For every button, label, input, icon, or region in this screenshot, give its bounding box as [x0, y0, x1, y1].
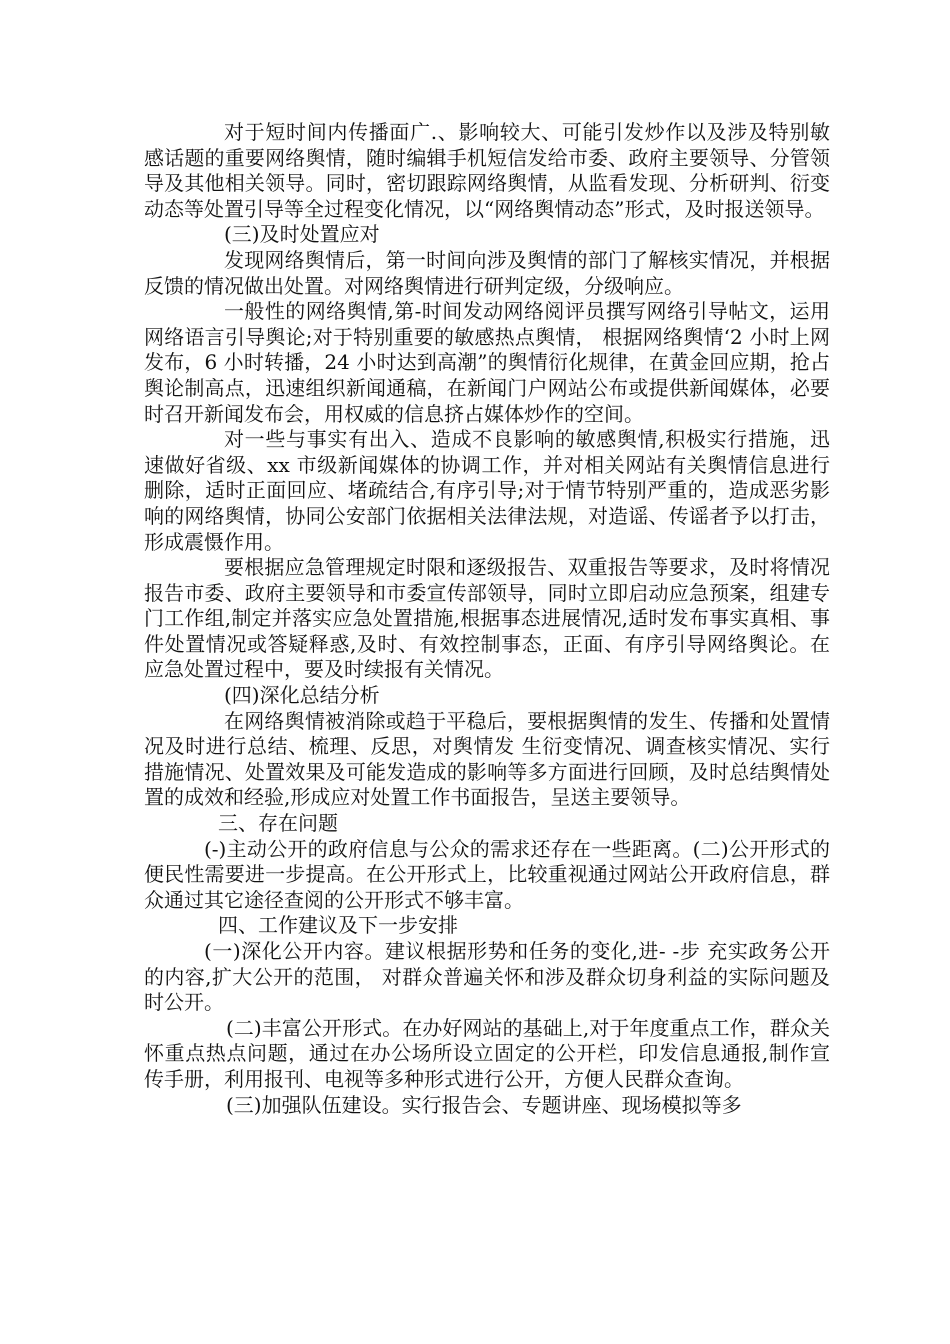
- chapter-heading-problems: 三、存在问题: [218, 811, 338, 836]
- paragraph-general-guidance: 一般性的网络舆情,第-时间发动网络阅评员撰写网络引导帖文，运用网络语言引导舆论;对于特别重要的敏感热点舆情， 根据网络舆情‘2 小时上网发布，6 小时转播，24 小时达到高潮”的舆情衍化规律，在黄金回应期，抢占舆论制高点，迅速组织新闻通稿，在新闻门户网站公布或提供新闻媒体，必要时召开新闻发布会，用权威的信息挤占媒体炒作的空间。: [144, 299, 830, 426]
- paragraph-sensitive-handling: 对一些与事实有出入、造成不良影响的敏感舆情,积极实行措施，迅速做好省级、xx 市级新闻媒体的协调工作，并对相关网站有关舆情信息进行删除，适时正面回应、堵疏结合,有序引导;对于情节特别严重的，造成恶劣影响的网络舆情，协同公安部门依据相关法律法规，对造谣、传谣者予以打击，形成震慑作用。: [144, 427, 830, 554]
- paragraph-deepen-content: (一)深化公开内容。建议根据形势和任务的变化,进- -步 充实政务公开的内容,扩大公开的范围， 对群众普遍关怀和涉及群众切身利益的实际问题及时公开。: [144, 939, 830, 1015]
- chapter-heading-suggestions: 四、工作建议及下一步安排: [218, 913, 458, 938]
- paragraph-team-building: (三)加强队伍建设。实行报告会、专题讲座、现场模拟等多: [226, 1092, 742, 1117]
- paragraph-summary-analysis: 在网络舆情被消除或趋于平稳后，要根据舆情的发生、传播和处置情况及时进行总结、梳理、反思，对舆情发 生衍变情况、调查核实情况、实行措施情况、处置效果及可能发造成的影响等多方面进行回顾，及时总结舆情处置的成效和经验,形成应对处置工作书面报告，呈送主要领导。: [144, 708, 830, 810]
- section-heading-4: (四)深化总结分析: [224, 683, 380, 708]
- paragraph-problems: (-)主动公开的政府信息与公众的需求还存在一些距离。(二)公开形式的便民性需要进一步提高。在公开形式上，比较重视通过网站公开政府信息，群众通过其它途径查阅的公开形式不够丰富。: [144, 836, 830, 912]
- paragraph-enrich-forms: (二)丰富公开形式。在办好网站的基础上,对于年度重点工作，群众关怀重点热点问题，通过在办公场所设立固定的公开栏，印发信息通报,制作宣传手册，利用报刊、电视等多种形式进行公开，方便人民群众查询。: [144, 1015, 830, 1091]
- document-body: [144, 120, 830, 1118]
- paragraph-brief-reporting: 对于短时间内传播面广.、影响较大、可能引发炒作以及涉及特别敏感话题的重要网络舆情，随时编辑手机短信发给市委、政府主要领导、分管领导及其他相关领导。同时，密切跟踪网络舆情，从监看发现、分析研判、衍变动态等处置引导等全过程变化情况，以“网络舆情动态”形式，及时报送领导。: [144, 120, 830, 221]
- paragraph-verify-respond: 发现网络舆情后，第一时间向涉及舆情的部门了解核实情况，并根据反馈的情况做出处置。对网络舆情进行研判定级，分级响应。: [144, 247, 830, 298]
- paragraph-emergency-reporting: 要根据应急管理规定时限和逐级报告、双重报告等要求，及时将情况报告市委、政府主要领导和市委宣传部领导，同时立即启动应急预案，组建专门工作组,制定并落实应急处置措施,根据事态进展情况,适时发布事实真相、事件处置情况或答疑释惑,及时、有效控制事态，正面、有序引导网络舆论。在应急处置过程中，要及时续报有关情况。: [144, 555, 830, 682]
- section-heading-3: (三)及时处置应对: [224, 222, 380, 247]
